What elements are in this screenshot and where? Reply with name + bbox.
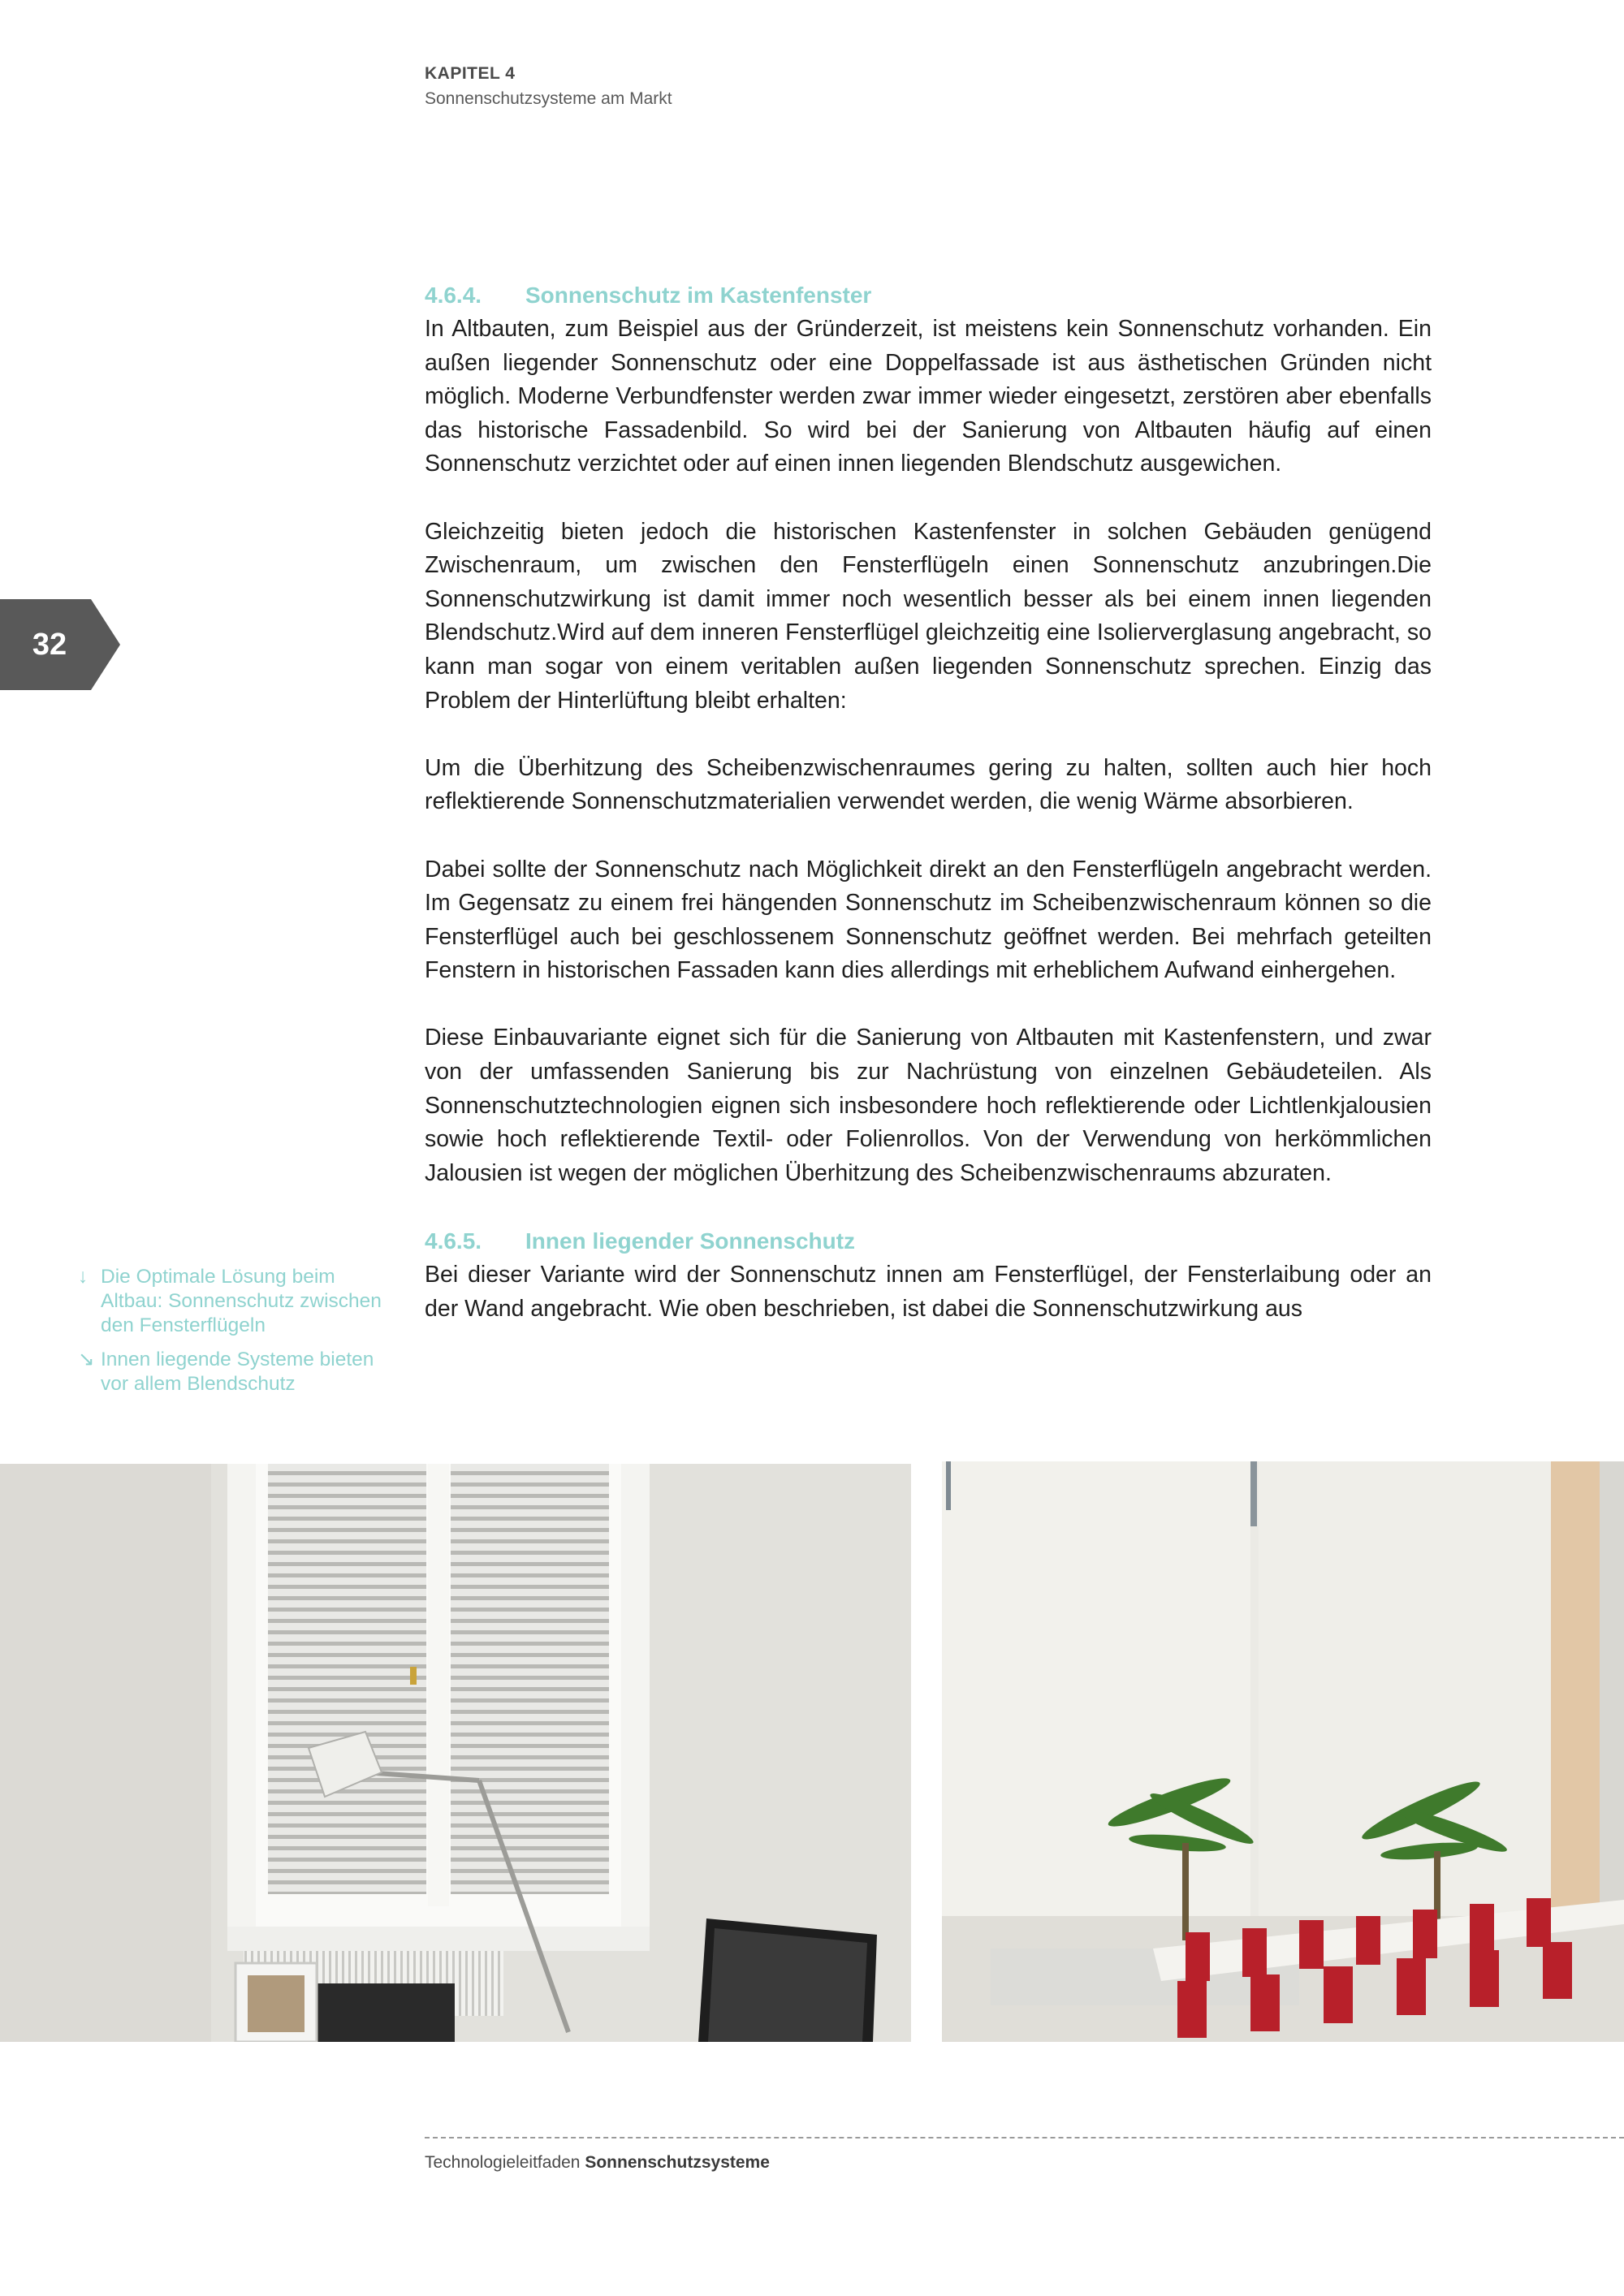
paragraph: In Altbauten, zum Beispiel aus der Gründerzeit, ist meistens kein Sonnenschutz vorhanden. Ein außen liegender Sonnenschutz oder eine Doppelfassade ist aus ästhetischen Gründen nicht möglich. Moderne Verbundfenster werden zwar immer wieder eingesetzt, zerstören aber ebenfalls das historische Fassadenbild. So wird bei der Sanierung von Altbauten häufig auf einen Sonnenschutz verzichtet oder auf einen innen liegenden Blendschutz ausgewichen. xyxy=(425,316,1432,477)
chapter-label: KAPITEL 4 xyxy=(425,64,516,83)
photo-window-illustration xyxy=(0,1464,911,2042)
margin-note xyxy=(78,1265,387,1338)
section-heading-4-6-5 xyxy=(425,1224,1432,1258)
arrow-down-right-icon: ↘ xyxy=(78,1349,95,1370)
chapter-subtitle: Sonnenschutzsysteme am Markt xyxy=(425,89,672,108)
main-content xyxy=(425,278,1432,1360)
photo-window-blinds xyxy=(0,1464,911,2042)
page-footer xyxy=(425,2153,770,2173)
paragraph: Um die Überhitzung des Scheibenzwischenraumes gering zu halten, sollten auch hier hoch reflektierende Sonnenschutzmaterialien verwendet werden, die wenig Wärme absorbieren. xyxy=(425,754,1432,815)
section-number: 4.6.5. xyxy=(425,1228,482,1254)
arrow-down-icon: ↓ xyxy=(78,1266,89,1288)
photo-roller-blinds xyxy=(942,1461,1624,2042)
paragraph: Gleichzeitig bieten jedoch die historischen Kastenfenster in solchen Gebäuden genügend Zwischenraum, um zwischen den Fensterflügeln einen Sonnenschutz anzubringen.Die Sonnenschutzwirkung ist damit immer noch wesentlich besser als bei einem innen liegenden Blendschutz.Wird auf dem inneren Fensterflügel gleichzeitig eine Isolierverglasung angebracht, so kann man sogar von einem veritablen außen liegenden Sonnenschutz sprechen. Einzig das Problem der Hinterlüftung bleibt erhalten: xyxy=(425,518,1432,714)
margin-notes xyxy=(78,1265,387,1406)
margin-note-text: Die Optimale Lösung beim Altbau: Sonnenschutz zwischen den Fensterflügeln xyxy=(101,1266,382,1336)
section-title: Innen liegender Sonnenschutz xyxy=(525,1228,856,1254)
paragraph: Diese Einbauvariante eignet sich für die Sanierung von Altbauten mit Kastenfenstern, und zwar von der umfassenden Sanierung bis zur Nachrüstung von einzelnen Gebäudeteilen. Als Sonnenschutztechnologien eignen sich insbesondere hoch reflektierende oder Lichtlenkjalousien sowie hoch reflektierende Textil- oder Folienrollos. Von der Verwendung von herkömmlichen Jalousien ist wegen der möglichen Überhitzung des Scheibenzwischenraums abzuraten. xyxy=(425,1025,1432,1186)
page-number-tab xyxy=(0,599,120,690)
page-header xyxy=(425,62,672,112)
footer-divider xyxy=(425,2137,1624,2138)
section-heading-4-6-4 xyxy=(425,278,1432,313)
photo-roller-blinds-illustration xyxy=(942,1461,1624,2042)
section-title: Sonnenschutz im Kastenfenster xyxy=(525,283,872,308)
page-number: 32 xyxy=(32,628,67,662)
footer-title: Sonnenschutzsysteme xyxy=(585,2153,770,2172)
footer-prefix: Technologieleitfaden xyxy=(425,2153,581,2172)
paragraph: Dabei sollte der Sonnenschutz nach Möglichkeit direkt an den Fensterflügeln angebracht werden. Im Gegensatz zu einem frei hängenden Sonnenschutz im Scheibenzwischenraum können so die Fensterflügel auch bei geschlossenem Sonnenschutz geöffnet werden. Bei mehrfach geteilten Fenstern in historischen Fassaden kann dies allerdings mit erheblichem Aufwand einhergehen. xyxy=(425,856,1432,984)
margin-note-text: Innen liegende Systeme bieten vor allem Blendschutz xyxy=(101,1349,374,1395)
section-number: 4.6.4. xyxy=(425,283,482,308)
margin-note xyxy=(78,1348,387,1396)
paragraph: Bei dieser Variante wird der Sonnenschutz innen am Fensterflügel, der Fensterlaibung oder an der Wand angebracht. Wie oben beschrieben, ist dabei die Sonnenschutzwirkung aus xyxy=(425,1262,1432,1322)
